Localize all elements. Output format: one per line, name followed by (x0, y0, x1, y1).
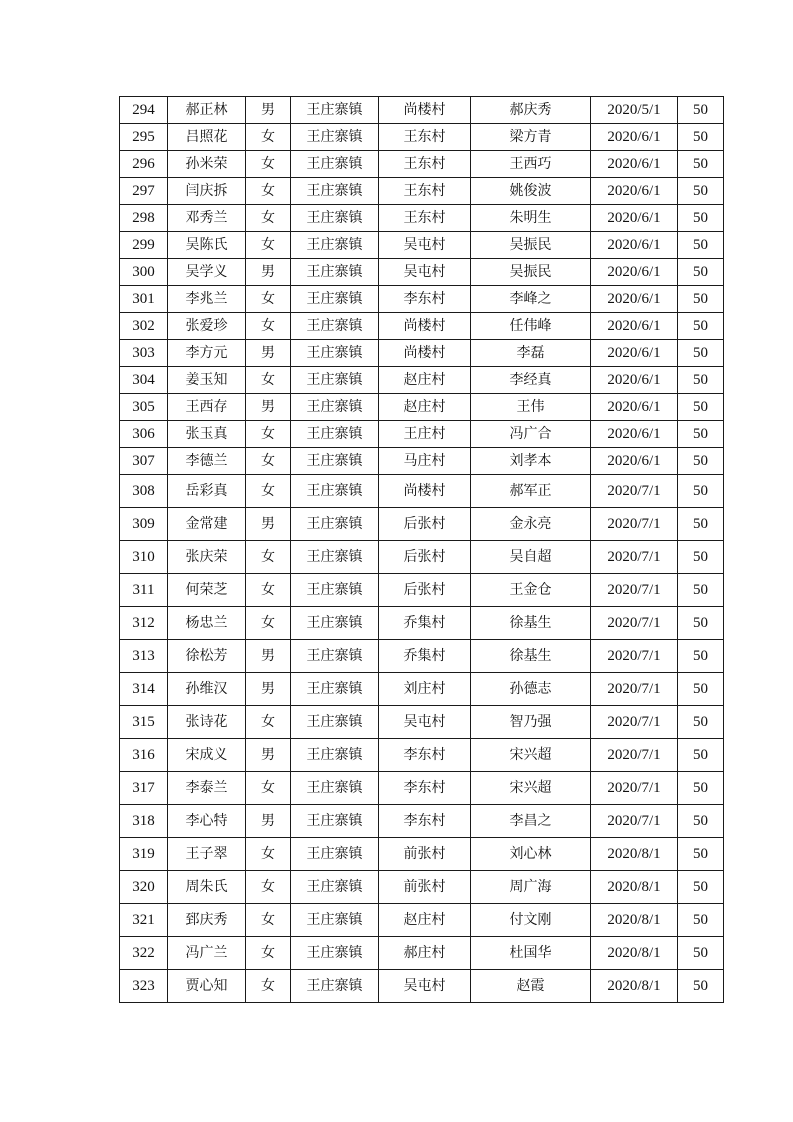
date-cell: 2020/6/1 (591, 286, 678, 313)
person-name-cell: 李德兰 (168, 448, 246, 475)
row-number-cell: 322 (120, 937, 168, 970)
contact-name-cell: 王伟 (471, 394, 591, 421)
table-row (120, 475, 724, 508)
amount-cell: 50 (678, 448, 724, 475)
person-name-cell: 杨忠兰 (168, 607, 246, 640)
town-cell: 王庄寨镇 (291, 640, 379, 673)
person-name-cell: 孙维汉 (168, 673, 246, 706)
amount-cell: 50 (678, 805, 724, 838)
amount-cell: 50 (678, 970, 724, 1003)
contact-name-cell: 赵霞 (471, 970, 591, 1003)
date-cell: 2020/7/1 (591, 475, 678, 508)
contact-name-cell: 刘孝本 (471, 448, 591, 475)
contact-name-cell: 宋兴超 (471, 739, 591, 772)
village-cell: 尚楼村 (379, 475, 471, 508)
date-cell: 2020/7/1 (591, 673, 678, 706)
village-cell: 乔集村 (379, 640, 471, 673)
town-cell: 王庄寨镇 (291, 421, 379, 448)
date-cell: 2020/6/1 (591, 205, 678, 232)
village-cell: 吴屯村 (379, 259, 471, 286)
person-name-cell: 姜玉知 (168, 367, 246, 394)
date-cell: 2020/8/1 (591, 937, 678, 970)
person-name-cell: 郝正林 (168, 97, 246, 124)
town-cell: 王庄寨镇 (291, 475, 379, 508)
gender-cell: 男 (246, 739, 291, 772)
roster-table (119, 96, 724, 1003)
amount-cell: 50 (678, 937, 724, 970)
village-cell: 后张村 (379, 508, 471, 541)
gender-cell: 男 (246, 508, 291, 541)
gender-cell: 男 (246, 97, 291, 124)
town-cell: 王庄寨镇 (291, 394, 379, 421)
person-name-cell: 李泰兰 (168, 772, 246, 805)
gender-cell: 女 (246, 367, 291, 394)
gender-cell: 女 (246, 607, 291, 640)
table-row (120, 205, 724, 232)
date-cell: 2020/7/1 (591, 541, 678, 574)
date-cell: 2020/6/1 (591, 313, 678, 340)
person-name-cell: 张玉真 (168, 421, 246, 448)
person-name-cell: 冯广兰 (168, 937, 246, 970)
table-row (120, 259, 724, 286)
date-cell: 2020/7/1 (591, 508, 678, 541)
date-cell: 2020/6/1 (591, 178, 678, 205)
row-number-cell: 294 (120, 97, 168, 124)
row-number-cell: 319 (120, 838, 168, 871)
contact-name-cell: 郝军正 (471, 475, 591, 508)
person-name-cell: 郅庆秀 (168, 904, 246, 937)
date-cell: 2020/6/1 (591, 151, 678, 178)
contact-name-cell: 任伟峰 (471, 313, 591, 340)
village-cell: 王庄村 (379, 421, 471, 448)
amount-cell: 50 (678, 574, 724, 607)
town-cell: 王庄寨镇 (291, 286, 379, 313)
row-number-cell: 303 (120, 340, 168, 367)
gender-cell: 女 (246, 421, 291, 448)
row-number-cell: 312 (120, 607, 168, 640)
table-row (120, 178, 724, 205)
town-cell: 王庄寨镇 (291, 178, 379, 205)
person-name-cell: 张爱珍 (168, 313, 246, 340)
person-name-cell: 吕照花 (168, 124, 246, 151)
amount-cell: 50 (678, 508, 724, 541)
gender-cell: 女 (246, 178, 291, 205)
town-cell: 王庄寨镇 (291, 739, 379, 772)
contact-name-cell: 王西巧 (471, 151, 591, 178)
amount-cell: 50 (678, 340, 724, 367)
contact-name-cell: 吴自超 (471, 541, 591, 574)
village-cell: 郝庄村 (379, 937, 471, 970)
contact-name-cell: 李昌之 (471, 805, 591, 838)
table-row (120, 124, 724, 151)
date-cell: 2020/8/1 (591, 838, 678, 871)
town-cell: 王庄寨镇 (291, 871, 379, 904)
gender-cell: 男 (246, 394, 291, 421)
town-cell: 王庄寨镇 (291, 259, 379, 286)
town-cell: 王庄寨镇 (291, 772, 379, 805)
row-number-cell: 323 (120, 970, 168, 1003)
amount-cell: 50 (678, 541, 724, 574)
person-name-cell: 邓秀兰 (168, 205, 246, 232)
date-cell: 2020/8/1 (591, 970, 678, 1003)
village-cell: 尚楼村 (379, 97, 471, 124)
contact-name-cell: 付文刚 (471, 904, 591, 937)
row-number-cell: 295 (120, 124, 168, 151)
row-number-cell: 314 (120, 673, 168, 706)
date-cell: 2020/7/1 (591, 805, 678, 838)
amount-cell: 50 (678, 607, 724, 640)
date-cell: 2020/6/1 (591, 394, 678, 421)
village-cell: 王东村 (379, 124, 471, 151)
contact-name-cell: 朱明生 (471, 205, 591, 232)
person-name-cell: 徐松芳 (168, 640, 246, 673)
town-cell: 王庄寨镇 (291, 124, 379, 151)
date-cell: 2020/7/1 (591, 574, 678, 607)
town-cell: 王庄寨镇 (291, 805, 379, 838)
table-row (120, 367, 724, 394)
amount-cell: 50 (678, 205, 724, 232)
person-name-cell: 张庆荣 (168, 541, 246, 574)
village-cell: 王东村 (379, 151, 471, 178)
gender-cell: 女 (246, 838, 291, 871)
amount-cell: 50 (678, 706, 724, 739)
table-row (120, 313, 724, 340)
town-cell: 王庄寨镇 (291, 607, 379, 640)
table-row (120, 421, 724, 448)
row-number-cell: 296 (120, 151, 168, 178)
town-cell: 王庄寨镇 (291, 508, 379, 541)
table-row (120, 97, 724, 124)
row-number-cell: 308 (120, 475, 168, 508)
town-cell: 王庄寨镇 (291, 313, 379, 340)
village-cell: 前张村 (379, 871, 471, 904)
contact-name-cell: 李磊 (471, 340, 591, 367)
amount-cell: 50 (678, 739, 724, 772)
row-number-cell: 313 (120, 640, 168, 673)
town-cell: 王庄寨镇 (291, 673, 379, 706)
amount-cell: 50 (678, 367, 724, 394)
gender-cell: 女 (246, 970, 291, 1003)
date-cell: 2020/8/1 (591, 904, 678, 937)
village-cell: 前张村 (379, 838, 471, 871)
town-cell: 王庄寨镇 (291, 541, 379, 574)
person-name-cell: 何荣芝 (168, 574, 246, 607)
date-cell: 2020/7/1 (591, 706, 678, 739)
table-row (120, 151, 724, 178)
table-row (120, 838, 724, 871)
village-cell: 赵庄村 (379, 367, 471, 394)
town-cell: 王庄寨镇 (291, 970, 379, 1003)
contact-name-cell: 金永亮 (471, 508, 591, 541)
amount-cell: 50 (678, 673, 724, 706)
town-cell: 王庄寨镇 (291, 838, 379, 871)
gender-cell: 男 (246, 259, 291, 286)
person-name-cell: 金常建 (168, 508, 246, 541)
date-cell: 2020/7/1 (591, 739, 678, 772)
row-number-cell: 300 (120, 259, 168, 286)
table-row (120, 394, 724, 421)
date-cell: 2020/6/1 (591, 367, 678, 394)
table-row (120, 448, 724, 475)
village-cell: 李东村 (379, 286, 471, 313)
amount-cell: 50 (678, 259, 724, 286)
gender-cell: 女 (246, 574, 291, 607)
contact-name-cell: 李经真 (471, 367, 591, 394)
village-cell: 赵庄村 (379, 904, 471, 937)
gender-cell: 女 (246, 151, 291, 178)
row-number-cell: 320 (120, 871, 168, 904)
table-row (120, 286, 724, 313)
amount-cell: 50 (678, 124, 724, 151)
date-cell: 2020/8/1 (591, 871, 678, 904)
village-cell: 王东村 (379, 178, 471, 205)
row-number-cell: 321 (120, 904, 168, 937)
village-cell: 后张村 (379, 541, 471, 574)
row-number-cell: 317 (120, 772, 168, 805)
person-name-cell: 岳彩真 (168, 475, 246, 508)
table-row (120, 772, 724, 805)
row-number-cell: 305 (120, 394, 168, 421)
date-cell: 2020/6/1 (591, 232, 678, 259)
gender-cell: 女 (246, 541, 291, 574)
contact-name-cell: 梁方青 (471, 124, 591, 151)
gender-cell: 男 (246, 673, 291, 706)
table-row (120, 574, 724, 607)
amount-cell: 50 (678, 871, 724, 904)
town-cell: 王庄寨镇 (291, 574, 379, 607)
contact-name-cell: 宋兴超 (471, 772, 591, 805)
amount-cell: 50 (678, 178, 724, 205)
town-cell: 王庄寨镇 (291, 367, 379, 394)
person-name-cell: 张诗花 (168, 706, 246, 739)
contact-name-cell: 姚俊波 (471, 178, 591, 205)
amount-cell: 50 (678, 286, 724, 313)
table-row (120, 871, 724, 904)
town-cell: 王庄寨镇 (291, 904, 379, 937)
roster-body (120, 97, 724, 1003)
person-name-cell: 贾心知 (168, 970, 246, 1003)
town-cell: 王庄寨镇 (291, 937, 379, 970)
gender-cell: 女 (246, 871, 291, 904)
contact-name-cell: 周广海 (471, 871, 591, 904)
amount-cell: 50 (678, 904, 724, 937)
row-number-cell: 316 (120, 739, 168, 772)
gender-cell: 男 (246, 340, 291, 367)
village-cell: 尚楼村 (379, 340, 471, 367)
village-cell: 刘庄村 (379, 673, 471, 706)
village-cell: 李东村 (379, 739, 471, 772)
table-row (120, 340, 724, 367)
gender-cell: 女 (246, 313, 291, 340)
date-cell: 2020/6/1 (591, 124, 678, 151)
village-cell: 赵庄村 (379, 394, 471, 421)
village-cell: 马庄村 (379, 448, 471, 475)
contact-name-cell: 郝庆秀 (471, 97, 591, 124)
date-cell: 2020/6/1 (591, 421, 678, 448)
contact-name-cell: 冯广合 (471, 421, 591, 448)
person-name-cell: 吴学义 (168, 259, 246, 286)
row-number-cell: 318 (120, 805, 168, 838)
gender-cell: 女 (246, 904, 291, 937)
table-row (120, 640, 724, 673)
person-name-cell: 王西存 (168, 394, 246, 421)
row-number-cell: 302 (120, 313, 168, 340)
date-cell: 2020/6/1 (591, 259, 678, 286)
town-cell: 王庄寨镇 (291, 340, 379, 367)
amount-cell: 50 (678, 97, 724, 124)
village-cell: 李东村 (379, 772, 471, 805)
village-cell: 吴屯村 (379, 232, 471, 259)
contact-name-cell: 吴振民 (471, 232, 591, 259)
table-row (120, 904, 724, 937)
contact-name-cell: 吴振民 (471, 259, 591, 286)
table-row (120, 706, 724, 739)
town-cell: 王庄寨镇 (291, 706, 379, 739)
date-cell: 2020/7/1 (591, 772, 678, 805)
amount-cell: 50 (678, 232, 724, 259)
person-name-cell: 李兆兰 (168, 286, 246, 313)
row-number-cell: 301 (120, 286, 168, 313)
person-name-cell: 闫庆拆 (168, 178, 246, 205)
amount-cell: 50 (678, 421, 724, 448)
person-name-cell: 周朱氏 (168, 871, 246, 904)
row-number-cell: 304 (120, 367, 168, 394)
table-row (120, 739, 724, 772)
amount-cell: 50 (678, 772, 724, 805)
person-name-cell: 李心特 (168, 805, 246, 838)
row-number-cell: 311 (120, 574, 168, 607)
town-cell: 王庄寨镇 (291, 232, 379, 259)
amount-cell: 50 (678, 838, 724, 871)
contact-name-cell: 王金仓 (471, 574, 591, 607)
date-cell: 2020/7/1 (591, 607, 678, 640)
contact-name-cell: 徐基生 (471, 640, 591, 673)
date-cell: 2020/5/1 (591, 97, 678, 124)
amount-cell: 50 (678, 313, 724, 340)
date-cell: 2020/6/1 (591, 448, 678, 475)
village-cell: 王东村 (379, 205, 471, 232)
town-cell: 王庄寨镇 (291, 448, 379, 475)
person-name-cell: 王子翠 (168, 838, 246, 871)
village-cell: 李东村 (379, 805, 471, 838)
row-number-cell: 306 (120, 421, 168, 448)
person-name-cell: 宋成义 (168, 739, 246, 772)
person-name-cell: 李方元 (168, 340, 246, 367)
contact-name-cell: 刘心林 (471, 838, 591, 871)
table-row (120, 970, 724, 1003)
row-number-cell: 298 (120, 205, 168, 232)
amount-cell: 50 (678, 475, 724, 508)
contact-name-cell: 李峰之 (471, 286, 591, 313)
gender-cell: 女 (246, 286, 291, 313)
village-cell: 后张村 (379, 574, 471, 607)
row-number-cell: 297 (120, 178, 168, 205)
row-number-cell: 299 (120, 232, 168, 259)
table-row (120, 232, 724, 259)
gender-cell: 女 (246, 448, 291, 475)
table-row (120, 607, 724, 640)
gender-cell: 女 (246, 205, 291, 232)
gender-cell: 女 (246, 232, 291, 259)
date-cell: 2020/6/1 (591, 340, 678, 367)
gender-cell: 女 (246, 937, 291, 970)
table-row (120, 937, 724, 970)
town-cell: 王庄寨镇 (291, 151, 379, 178)
table-row (120, 805, 724, 838)
contact-name-cell: 徐基生 (471, 607, 591, 640)
date-cell: 2020/7/1 (591, 640, 678, 673)
village-cell: 吴屯村 (379, 970, 471, 1003)
person-name-cell: 孙米荣 (168, 151, 246, 178)
contact-name-cell: 智乃强 (471, 706, 591, 739)
contact-name-cell: 杜国华 (471, 937, 591, 970)
gender-cell: 女 (246, 772, 291, 805)
amount-cell: 50 (678, 640, 724, 673)
amount-cell: 50 (678, 394, 724, 421)
contact-name-cell: 孙德志 (471, 673, 591, 706)
amount-cell: 50 (678, 151, 724, 178)
gender-cell: 女 (246, 124, 291, 151)
row-number-cell: 315 (120, 706, 168, 739)
row-number-cell: 307 (120, 448, 168, 475)
table-row (120, 673, 724, 706)
table-row (120, 541, 724, 574)
village-cell: 吴屯村 (379, 706, 471, 739)
village-cell: 乔集村 (379, 607, 471, 640)
row-number-cell: 309 (120, 508, 168, 541)
gender-cell: 女 (246, 475, 291, 508)
town-cell: 王庄寨镇 (291, 205, 379, 232)
person-name-cell: 吴陈氏 (168, 232, 246, 259)
row-number-cell: 310 (120, 541, 168, 574)
town-cell: 王庄寨镇 (291, 97, 379, 124)
village-cell: 尚楼村 (379, 313, 471, 340)
gender-cell: 男 (246, 805, 291, 838)
gender-cell: 女 (246, 706, 291, 739)
table-row (120, 508, 724, 541)
gender-cell: 男 (246, 640, 291, 673)
